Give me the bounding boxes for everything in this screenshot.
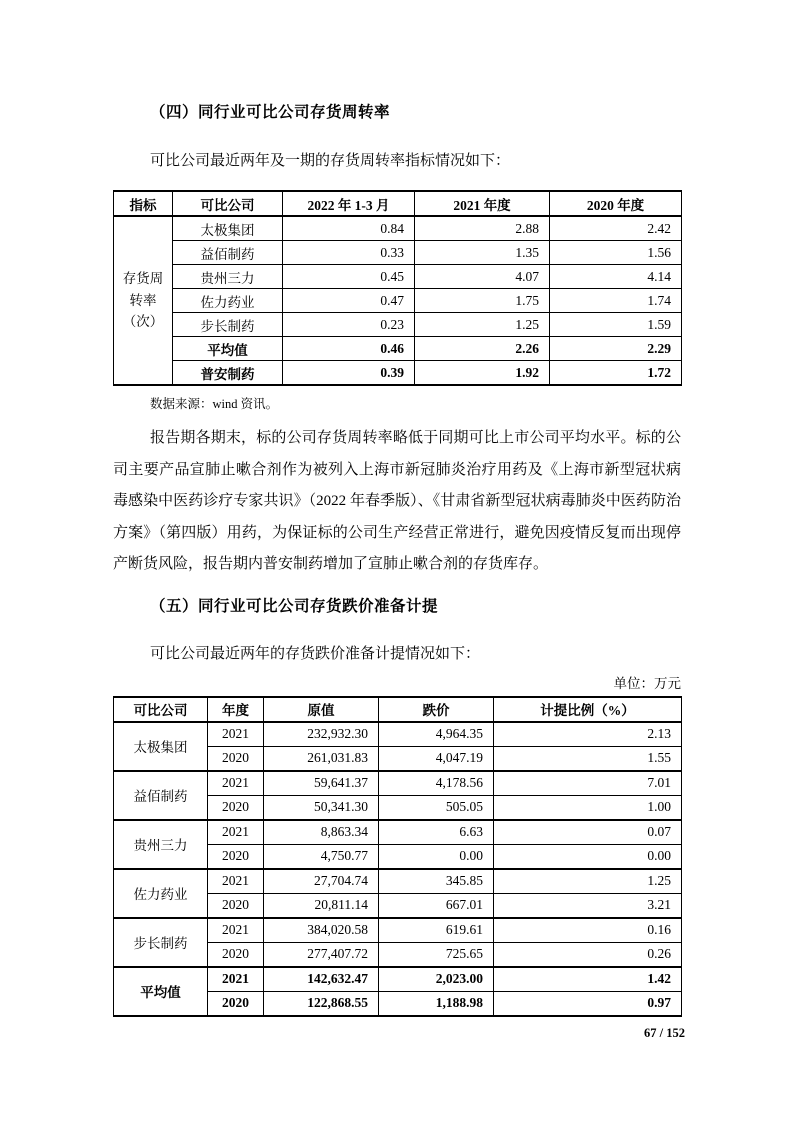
value-2020-cell: 2.29 bbox=[550, 337, 682, 361]
company-name-cell: 贵州三力 bbox=[173, 265, 283, 289]
year-cell: 2021 bbox=[208, 722, 264, 747]
company-name-cell: 太极集团 bbox=[114, 722, 208, 771]
company-name-cell: 益佰制药 bbox=[173, 241, 283, 265]
value-2020-cell: 1.72 bbox=[550, 361, 682, 386]
value-2020-cell: 1.74 bbox=[550, 289, 682, 313]
value-2022-cell: 0.84 bbox=[283, 216, 415, 241]
section-4-intro: 可比公司最近两年及一期的存货周转率指标情况如下： bbox=[150, 153, 511, 169]
value-2022-cell: 0.46 bbox=[283, 337, 415, 361]
value-2021-cell: 2.88 bbox=[415, 216, 550, 241]
decline-value-cell: 4,047.19 bbox=[379, 746, 494, 771]
company-name-cell: 平均值 bbox=[114, 967, 208, 1016]
table-row bbox=[114, 869, 682, 894]
ratio-cell: 0.16 bbox=[494, 918, 682, 943]
value-2022-cell: 0.39 bbox=[283, 361, 415, 386]
ratio-cell: 0.07 bbox=[494, 820, 682, 845]
decline-value-cell: 2,023.00 bbox=[379, 967, 494, 992]
section-4-heading: （四）同行业可比公司存货周转率 bbox=[150, 104, 391, 121]
value-2022-cell: 0.45 bbox=[283, 265, 415, 289]
value-2020-cell: 4.14 bbox=[550, 265, 682, 289]
decline-value-cell: 667.01 bbox=[379, 893, 494, 918]
indicator-label-cell: 存货周 转率 （次） bbox=[114, 216, 173, 385]
year-cell: 2020 bbox=[208, 991, 264, 1016]
original-value-cell: 4,750.77 bbox=[264, 844, 379, 869]
year-cell: 2021 bbox=[208, 967, 264, 992]
header-2022: 2022 年 1-3 月 bbox=[283, 191, 415, 216]
original-value-cell: 8,863.34 bbox=[264, 820, 379, 845]
decline-value-cell: 725.65 bbox=[379, 942, 494, 967]
year-cell: 2020 bbox=[208, 795, 264, 820]
ratio-cell: 1.25 bbox=[494, 869, 682, 894]
header-ratio: 计提比例（%） bbox=[494, 697, 682, 722]
company-name-cell: 平均值 bbox=[173, 337, 283, 361]
year-cell: 2020 bbox=[208, 942, 264, 967]
original-value-cell: 384,020.58 bbox=[264, 918, 379, 943]
section-5-heading: （五）同行业可比公司存货跌价准备计提 bbox=[150, 597, 439, 615]
year-cell: 2021 bbox=[208, 918, 264, 943]
year-cell: 2020 bbox=[208, 893, 264, 918]
original-value-cell: 277,407.72 bbox=[264, 942, 379, 967]
original-value-cell: 50,341.30 bbox=[264, 795, 379, 820]
turnover-table-header bbox=[114, 191, 682, 216]
original-value-cell: 142,632.47 bbox=[264, 967, 379, 992]
decline-value-cell: 0.00 bbox=[379, 844, 494, 869]
turnover-table bbox=[113, 190, 682, 386]
table-header-row bbox=[114, 697, 682, 722]
ratio-cell: 3.21 bbox=[494, 893, 682, 918]
decline-value-cell: 505.05 bbox=[379, 795, 494, 820]
decline-value-cell: 1,188.98 bbox=[379, 991, 494, 1016]
year-cell: 2021 bbox=[208, 869, 264, 894]
original-value-cell: 27,704.74 bbox=[264, 869, 379, 894]
decline-value-cell: 4,178.56 bbox=[379, 771, 494, 796]
value-2020-cell: 1.59 bbox=[550, 313, 682, 337]
table-row bbox=[114, 967, 682, 992]
ratio-cell: 1.00 bbox=[494, 795, 682, 820]
company-name-cell: 益佰制药 bbox=[114, 771, 208, 820]
company-name-cell: 贵州三力 bbox=[114, 820, 208, 869]
unit-note: 单位：万元 bbox=[613, 675, 681, 691]
table-row bbox=[114, 289, 682, 313]
ratio-cell: 2.13 bbox=[494, 722, 682, 747]
table-row bbox=[114, 241, 682, 265]
table-row bbox=[114, 820, 682, 845]
ratio-cell: 7.01 bbox=[494, 771, 682, 796]
header-2020: 2020 年度 bbox=[550, 191, 682, 216]
value-2021-cell: 1.75 bbox=[415, 289, 550, 313]
page-content bbox=[113, 0, 681, 1017]
original-value-cell: 122,868.55 bbox=[264, 991, 379, 1016]
header-year: 年度 bbox=[208, 697, 264, 722]
decline-value-cell: 6.63 bbox=[379, 820, 494, 845]
provision-table-body bbox=[114, 722, 682, 1016]
year-cell: 2020 bbox=[208, 746, 264, 771]
header-2021: 2021 年度 bbox=[415, 191, 550, 216]
original-value-cell: 59,641.37 bbox=[264, 771, 379, 796]
table-row bbox=[114, 313, 682, 337]
table-row bbox=[114, 361, 682, 386]
header-company: 可比公司 bbox=[114, 697, 208, 722]
header-company: 可比公司 bbox=[173, 191, 283, 216]
value-2020-cell: 2.42 bbox=[550, 216, 682, 241]
decline-value-cell: 4,964.35 bbox=[379, 722, 494, 747]
value-2021-cell: 1.25 bbox=[415, 313, 550, 337]
original-value-cell: 261,031.83 bbox=[264, 746, 379, 771]
ratio-cell: 1.55 bbox=[494, 746, 682, 771]
original-value-cell: 232,932.30 bbox=[264, 722, 379, 747]
ratio-cell: 0.26 bbox=[494, 942, 682, 967]
table-row bbox=[114, 722, 682, 747]
value-2021-cell: 1.92 bbox=[415, 361, 550, 386]
company-name-cell: 太极集团 bbox=[173, 216, 283, 241]
turnover-table-body bbox=[114, 216, 682, 385]
ratio-cell: 1.42 bbox=[494, 967, 682, 992]
company-name-cell: 步长制药 bbox=[173, 313, 283, 337]
value-2022-cell: 0.23 bbox=[283, 313, 415, 337]
company-name-cell: 普安制药 bbox=[173, 361, 283, 386]
company-name-cell: 佐力药业 bbox=[114, 869, 208, 918]
value-2021-cell: 1.35 bbox=[415, 241, 550, 265]
table-row bbox=[114, 918, 682, 943]
year-cell: 2021 bbox=[208, 771, 264, 796]
header-indicator: 指标 bbox=[114, 191, 173, 216]
original-value-cell: 20,811.14 bbox=[264, 893, 379, 918]
company-name-cell: 步长制药 bbox=[114, 918, 208, 967]
value-2020-cell: 1.56 bbox=[550, 241, 682, 265]
year-cell: 2020 bbox=[208, 844, 264, 869]
value-2021-cell: 4.07 bbox=[415, 265, 550, 289]
provision-table-header bbox=[114, 697, 682, 722]
table-row bbox=[114, 216, 682, 241]
header-original-value: 原值 bbox=[264, 697, 379, 722]
value-2022-cell: 0.47 bbox=[283, 289, 415, 313]
company-name-cell: 佐力药业 bbox=[173, 289, 283, 313]
table-header-row bbox=[114, 191, 682, 216]
table-row bbox=[114, 771, 682, 796]
section-5-intro: 可比公司最近两年的存货跌价准备计提情况如下： bbox=[150, 645, 481, 662]
page-number: 67 / 152 bbox=[644, 1026, 685, 1040]
data-source-note: 数据来源：wind 资讯。 bbox=[150, 397, 279, 411]
header-decline: 跌价 bbox=[379, 697, 494, 722]
table-row bbox=[114, 265, 682, 289]
ratio-cell: 0.97 bbox=[494, 991, 682, 1016]
decline-value-cell: 345.85 bbox=[379, 869, 494, 894]
year-cell: 2021 bbox=[208, 820, 264, 845]
table-row bbox=[114, 337, 682, 361]
value-2021-cell: 2.26 bbox=[415, 337, 550, 361]
value-2022-cell: 0.33 bbox=[283, 241, 415, 265]
ratio-cell: 0.00 bbox=[494, 844, 682, 869]
decline-provision-table bbox=[113, 696, 682, 1017]
decline-value-cell: 619.61 bbox=[379, 918, 494, 943]
section-4-paragraph: 报告期各期末，标的公司存货周转率略低于同期可比上市公司平均水平。标的公司主要产品宣肺止嗽合剂作为被列入上海市新冠肺炎治疗用药及《上海市新型冠状病毒感染中医药诊疗专家共识》（2022 年春季版）、《甘肃省新型冠状病毒肺炎中医药防治方案》（第四版）用药，为保证标的公司生产经营正常进行，避免因疫情反复而出现停产断货风险，报告期内普安制药增加了宣肺止嗽合剂的存货库存。 bbox=[113, 430, 681, 572]
